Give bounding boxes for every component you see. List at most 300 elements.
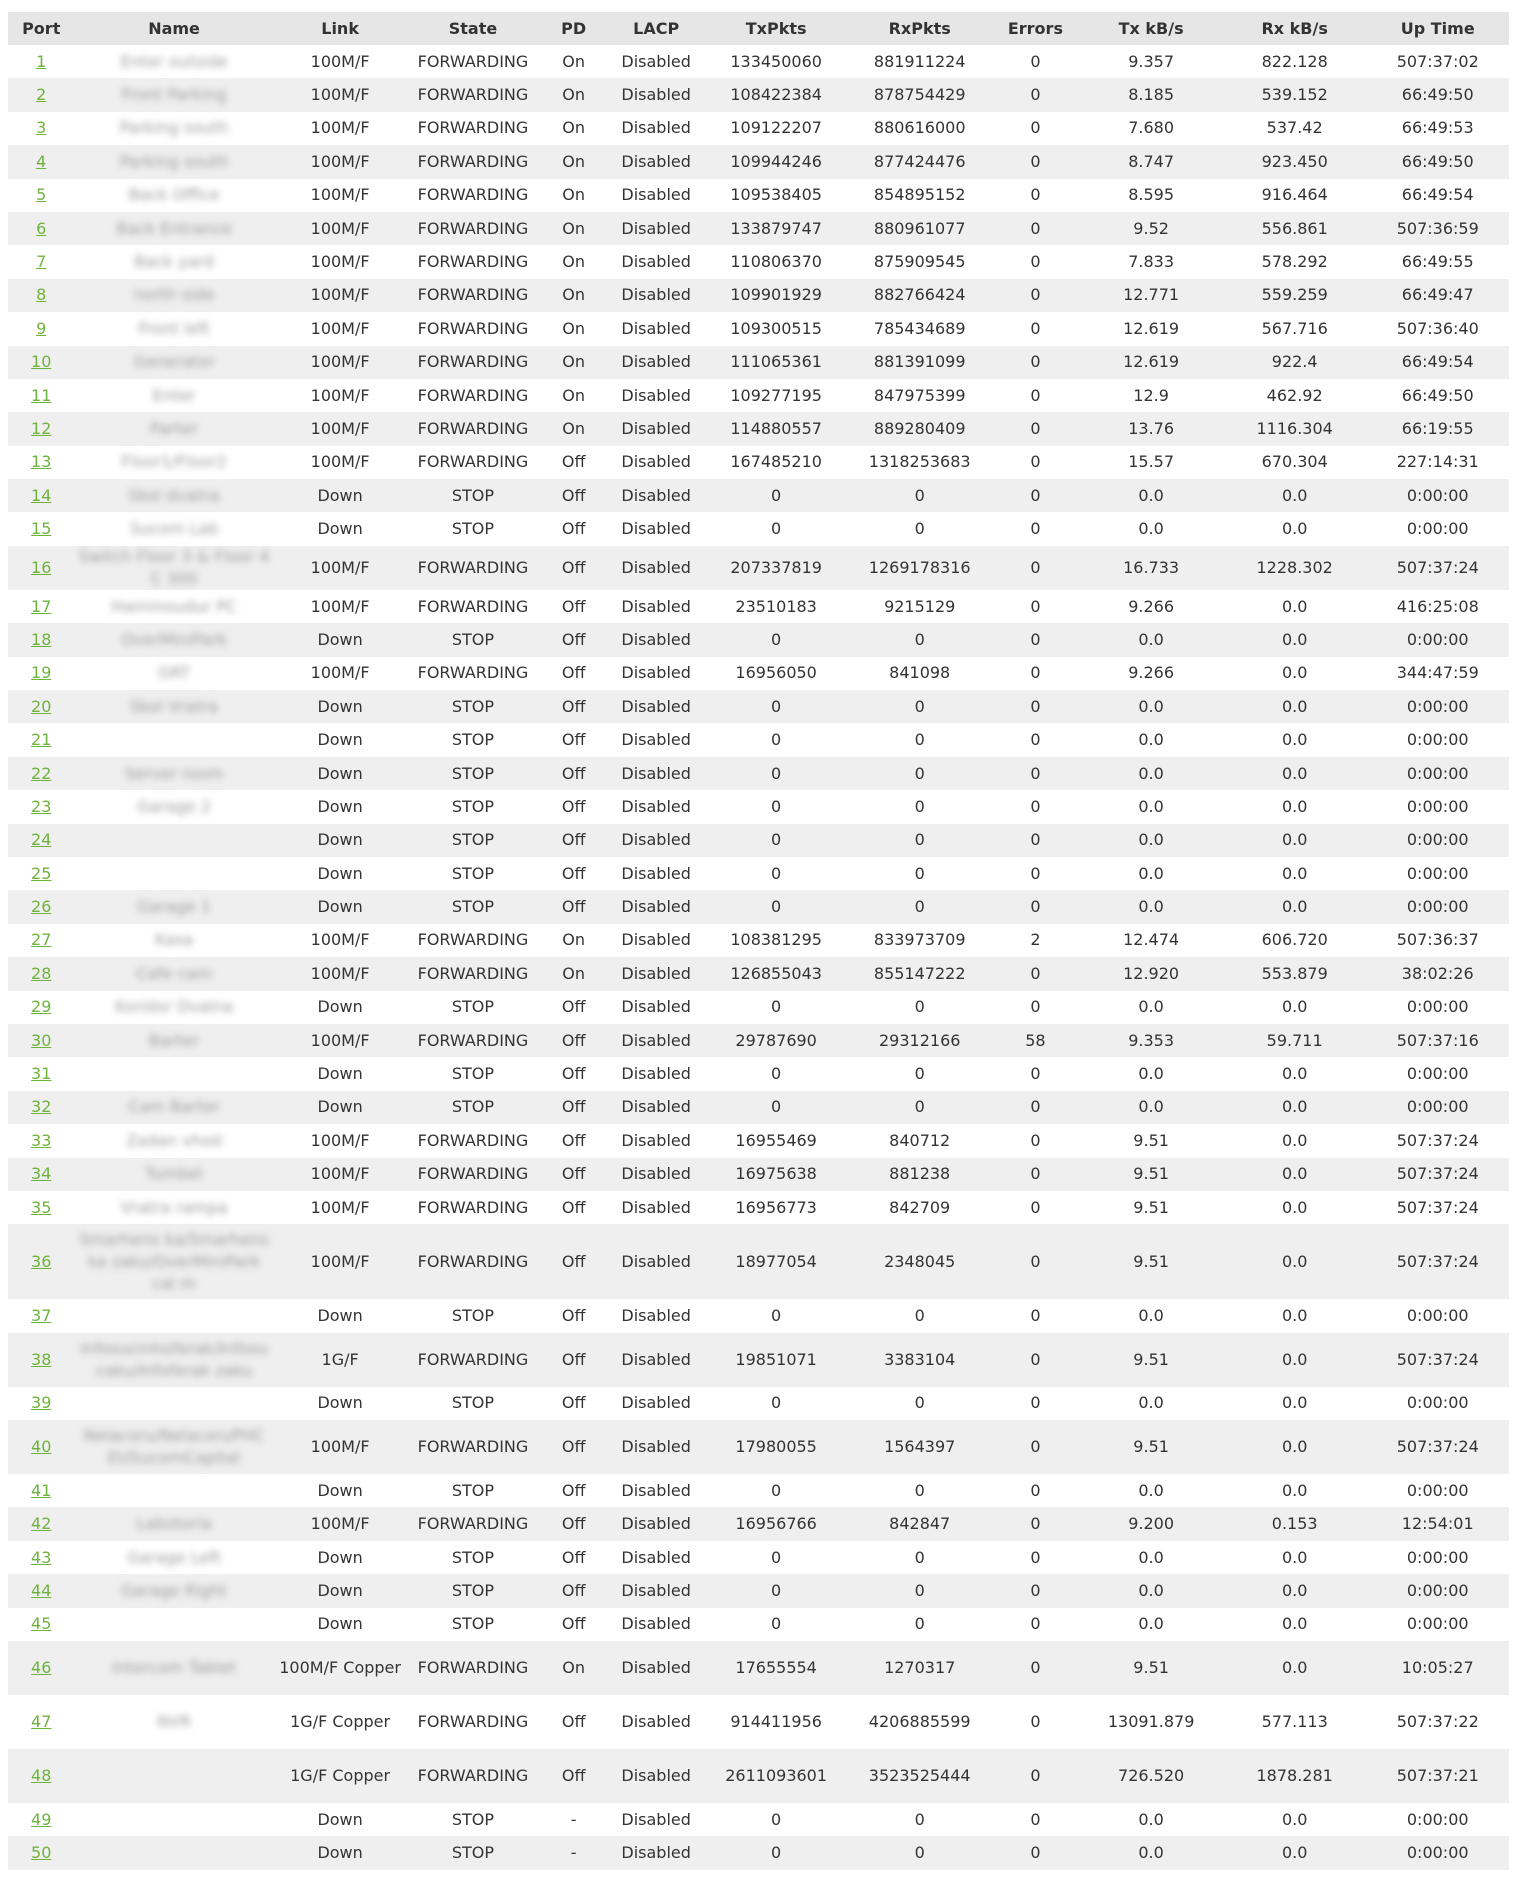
cell-port-name bbox=[74, 1024, 273, 1057]
cell-up-time bbox=[1366, 857, 1509, 890]
port-number-link[interactable]: 13 bbox=[31, 452, 52, 472]
port-state-text: STOP bbox=[451, 1064, 495, 1084]
pd-status-text: Off bbox=[561, 557, 586, 577]
column-header-link[interactable]: Link bbox=[321, 19, 359, 38]
pd-status-text: Off bbox=[561, 1514, 586, 1534]
port-number-link[interactable]: 15 bbox=[31, 519, 52, 539]
port-state-text: STOP bbox=[451, 1393, 495, 1413]
port-state-text: FORWARDING bbox=[417, 1437, 529, 1457]
tx-packets-text: 0 bbox=[771, 897, 782, 917]
port-state-text: STOP bbox=[451, 863, 495, 883]
table-row bbox=[8, 279, 1509, 312]
cell-error-count bbox=[991, 723, 1079, 756]
error-count-text: 0 bbox=[1030, 1130, 1041, 1150]
cell-rx-rate bbox=[1223, 1749, 1367, 1803]
tx-packets-text: 0 bbox=[771, 1097, 782, 1117]
pd-status-text: Off bbox=[561, 1437, 586, 1457]
port-number-link[interactable]: 40 bbox=[31, 1437, 52, 1457]
cell-link-speed bbox=[274, 479, 407, 512]
table-row bbox=[8, 1541, 1509, 1574]
rx-packets-text: 0 bbox=[914, 796, 925, 816]
rx-packets-text: 0 bbox=[914, 1580, 925, 1600]
cell-pd-status bbox=[539, 1387, 608, 1420]
tx-rate-text: 9.353 bbox=[1128, 1030, 1175, 1050]
cell-port-link bbox=[8, 890, 74, 923]
cell-lacp-status bbox=[608, 623, 704, 656]
cell-up-time bbox=[1366, 757, 1509, 790]
cell-error-count bbox=[991, 1507, 1079, 1540]
cell-pd-status bbox=[539, 1574, 608, 1607]
cell-lacp-status bbox=[608, 1474, 704, 1507]
cell-tx-packets bbox=[704, 1158, 848, 1191]
column-header-txpkts[interactable]: TxPkts bbox=[745, 19, 807, 38]
column-header-rx-kbs[interactable]: Rx kB/s bbox=[1261, 19, 1328, 38]
port-number-link[interactable]: 7 bbox=[36, 252, 47, 272]
cell-tx-packets bbox=[704, 379, 848, 412]
rx-rate-text: 0.0 bbox=[1281, 1097, 1308, 1117]
rx-rate-text: 0.0 bbox=[1281, 1480, 1308, 1500]
column-header-rxpkts[interactable]: RxPkts bbox=[888, 19, 951, 38]
pd-status-text: Off bbox=[561, 1349, 586, 1369]
error-count-text: 0 bbox=[1030, 85, 1041, 105]
cell-lacp-status bbox=[608, 446, 704, 479]
port-number-link[interactable]: 12 bbox=[31, 418, 52, 438]
up-time-text: 507:37:24 bbox=[1396, 1130, 1479, 1150]
cell-up-time bbox=[1366, 346, 1509, 379]
tx-packets-text: 16956766 bbox=[735, 1514, 817, 1534]
error-count-text: 0 bbox=[1030, 1251, 1041, 1271]
port-number-link[interactable]: 11 bbox=[31, 385, 52, 405]
table-row bbox=[8, 179, 1509, 212]
rx-packets-text: 0 bbox=[914, 897, 925, 917]
port-number-link[interactable]: 5 bbox=[36, 185, 47, 205]
error-count-text: 0 bbox=[1030, 151, 1041, 171]
cell-up-time bbox=[1366, 312, 1509, 345]
rx-packets-text: 785434689 bbox=[873, 318, 966, 338]
cell-pd-status bbox=[539, 112, 608, 145]
cell-link-speed bbox=[274, 1333, 407, 1387]
table-row bbox=[8, 1695, 1509, 1749]
cell-pd-status bbox=[539, 1803, 608, 1836]
up-time-text: 66:49:50 bbox=[1401, 385, 1474, 405]
port-number-link[interactable]: 28 bbox=[31, 963, 52, 983]
cell-port-name bbox=[74, 546, 273, 590]
cell-pd-status bbox=[539, 1191, 608, 1224]
cell-port-state bbox=[407, 1541, 540, 1574]
pd-status-text: Off bbox=[561, 1547, 586, 1567]
rx-packets-text: 878754429 bbox=[873, 85, 966, 105]
cell-port-name bbox=[74, 790, 273, 823]
cell-port-state bbox=[407, 1695, 540, 1749]
table-row bbox=[8, 479, 1509, 512]
port-number-link[interactable]: 21 bbox=[31, 730, 52, 750]
cell-tx-rate bbox=[1079, 590, 1223, 623]
cell-rx-packets bbox=[848, 790, 992, 823]
pd-status-text: Off bbox=[561, 763, 586, 783]
cell-lacp-status bbox=[608, 1224, 704, 1299]
cell-port-state bbox=[407, 1836, 540, 1869]
port-name-text: Front left bbox=[138, 318, 210, 338]
port-number-link[interactable]: 2 bbox=[36, 85, 47, 105]
port-number-link[interactable]: 37 bbox=[31, 1305, 52, 1325]
port-number-link[interactable]: 29 bbox=[31, 997, 52, 1017]
cell-rx-rate bbox=[1223, 1124, 1367, 1157]
port-number-link[interactable]: 22 bbox=[31, 763, 52, 783]
link-speed-text: 100M/F bbox=[310, 663, 370, 683]
port-number-link[interactable]: 46 bbox=[31, 1658, 52, 1678]
rx-rate-text: 0.0 bbox=[1281, 830, 1308, 850]
tx-rate-text: 9.51 bbox=[1133, 1349, 1169, 1369]
cell-error-count bbox=[991, 1608, 1079, 1641]
port-name-text: NVR bbox=[157, 1712, 192, 1732]
error-count-text: 0 bbox=[1030, 963, 1041, 983]
cell-lacp-status bbox=[608, 45, 704, 78]
port-number-link[interactable]: 8 bbox=[36, 285, 47, 305]
rx-packets-text: 0 bbox=[914, 730, 925, 750]
cell-lacp-status bbox=[608, 1333, 704, 1387]
cell-port-link bbox=[8, 1541, 74, 1574]
column-header-tx-kbs[interactable]: Tx kB/s bbox=[1118, 19, 1184, 38]
port-number-link[interactable]: 33 bbox=[31, 1130, 52, 1150]
cell-up-time bbox=[1366, 790, 1509, 823]
cell-link-speed bbox=[274, 1124, 407, 1157]
rx-rate-text: 577.113 bbox=[1261, 1712, 1328, 1732]
error-count-text: 0 bbox=[1030, 663, 1041, 683]
cell-port-link bbox=[8, 1333, 74, 1387]
cell-rx-packets bbox=[848, 1803, 992, 1836]
cell-port-state bbox=[407, 1803, 540, 1836]
cell-tx-rate bbox=[1079, 1608, 1223, 1641]
port-number-link[interactable]: 36 bbox=[31, 1251, 52, 1271]
cell-port-state bbox=[407, 1057, 540, 1090]
cell-rx-packets bbox=[848, 412, 992, 445]
cell-error-count bbox=[991, 757, 1079, 790]
cell-rx-rate bbox=[1223, 957, 1367, 990]
error-count-text: 0 bbox=[1030, 519, 1041, 539]
cell-up-time bbox=[1366, 1541, 1509, 1574]
cell-lacp-status bbox=[608, 1057, 704, 1090]
cell-rx-packets bbox=[848, 1024, 992, 1057]
tx-rate-text: 0.0 bbox=[1138, 830, 1164, 850]
port-number-link[interactable]: 17 bbox=[31, 596, 52, 616]
table-row bbox=[8, 1474, 1509, 1507]
lacp-status-text: Disabled bbox=[621, 663, 691, 683]
rx-rate-text: 567.716 bbox=[1261, 318, 1328, 338]
rx-packets-text: 0 bbox=[914, 1809, 925, 1829]
port-number-link[interactable]: 16 bbox=[31, 557, 52, 577]
port-number-link[interactable]: 31 bbox=[31, 1064, 52, 1084]
cell-port-link bbox=[8, 1091, 74, 1124]
column-header-pd[interactable]: PD bbox=[561, 19, 587, 38]
cell-port-link bbox=[8, 857, 74, 890]
cell-error-count bbox=[991, 1574, 1079, 1607]
tx-rate-text: 12.9 bbox=[1133, 385, 1169, 405]
rx-packets-text: 0 bbox=[914, 1547, 925, 1567]
cell-port-link bbox=[8, 1474, 74, 1507]
column-header-state[interactable]: State bbox=[448, 19, 498, 38]
port-number-link[interactable]: 9 bbox=[36, 318, 47, 338]
cell-tx-rate bbox=[1079, 723, 1223, 756]
cell-rx-packets bbox=[848, 757, 992, 790]
tx-packets-text: 207337819 bbox=[730, 557, 822, 577]
cell-port-link bbox=[8, 723, 74, 756]
tx-rate-text: 0.0 bbox=[1138, 1097, 1164, 1117]
cell-rx-rate bbox=[1223, 1158, 1367, 1191]
cell-rx-rate bbox=[1223, 757, 1367, 790]
port-number-link[interactable]: 43 bbox=[31, 1547, 52, 1567]
tx-packets-text: 0 bbox=[771, 696, 782, 716]
cell-error-count bbox=[991, 446, 1079, 479]
cell-lacp-status bbox=[608, 512, 704, 545]
port-number-link[interactable]: 1 bbox=[36, 51, 47, 71]
cell-port-name bbox=[74, 346, 273, 379]
port-number-link[interactable]: 44 bbox=[31, 1580, 52, 1600]
tx-packets-text: 17655554 bbox=[735, 1658, 817, 1678]
port-number-link[interactable]: 48 bbox=[31, 1766, 52, 1786]
error-count-text: 0 bbox=[1030, 218, 1041, 238]
tx-rate-text: 9.266 bbox=[1128, 596, 1175, 616]
cell-port-name bbox=[74, 145, 273, 178]
link-speed-text: Down bbox=[317, 1480, 363, 1500]
lacp-status-text: Disabled bbox=[621, 85, 691, 105]
cell-pd-status bbox=[539, 1507, 608, 1540]
port-state-text: STOP bbox=[451, 1843, 495, 1863]
port-number-link[interactable]: 34 bbox=[31, 1164, 52, 1184]
port-state-text: STOP bbox=[451, 485, 495, 505]
table-row bbox=[8, 546, 1509, 590]
cell-tx-rate bbox=[1079, 1333, 1223, 1387]
cell-port-link bbox=[8, 379, 74, 412]
cell-tx-packets bbox=[704, 78, 848, 111]
cell-link-speed bbox=[274, 857, 407, 890]
port-name-text: Sucom Lab bbox=[129, 519, 219, 539]
tx-rate-text: 0.0 bbox=[1138, 863, 1164, 883]
port-number-link[interactable]: 18 bbox=[31, 629, 52, 649]
cell-lacp-status bbox=[608, 957, 704, 990]
tx-packets-text: 2611093601 bbox=[725, 1766, 828, 1786]
tx-packets-text: 0 bbox=[771, 519, 782, 539]
port-number-link[interactable]: 20 bbox=[31, 696, 52, 716]
tx-packets-text: 0 bbox=[771, 863, 782, 883]
cell-up-time bbox=[1366, 45, 1509, 78]
up-time-text: 344:47:59 bbox=[1396, 663, 1479, 683]
cell-up-time bbox=[1366, 924, 1509, 957]
cell-error-count bbox=[991, 245, 1079, 278]
cell-rx-rate bbox=[1223, 346, 1367, 379]
cell-tx-rate bbox=[1079, 991, 1223, 1024]
rx-rate-text: 0.153 bbox=[1271, 1514, 1318, 1534]
table-row bbox=[8, 1191, 1509, 1224]
cell-port-state bbox=[407, 1749, 540, 1803]
cell-error-count bbox=[991, 279, 1079, 312]
port-number-link[interactable]: 27 bbox=[31, 930, 52, 950]
cell-port-state bbox=[407, 1608, 540, 1641]
port-number-link[interactable]: 19 bbox=[31, 663, 52, 683]
column-header-errors[interactable]: Errors bbox=[1007, 19, 1063, 38]
cell-port-state bbox=[407, 312, 540, 345]
port-state-text: STOP bbox=[451, 796, 495, 816]
port-number-link[interactable]: 4 bbox=[36, 151, 47, 171]
pd-status-text: Off bbox=[561, 863, 586, 883]
cell-error-count bbox=[991, 379, 1079, 412]
port-state-text: STOP bbox=[451, 1614, 495, 1634]
cell-tx-packets bbox=[704, 479, 848, 512]
port-number-link[interactable]: 38 bbox=[31, 1349, 52, 1369]
cell-rx-packets bbox=[848, 1158, 992, 1191]
column-header-lacp[interactable]: LACP bbox=[633, 19, 680, 38]
port-state-text: STOP bbox=[451, 1580, 495, 1600]
port-name-text: Parter bbox=[150, 418, 199, 438]
column-header-name[interactable]: Name bbox=[148, 19, 200, 38]
cell-up-time bbox=[1366, 546, 1509, 590]
pd-status-text: Off bbox=[561, 1580, 586, 1600]
error-count-text: 0 bbox=[1030, 1437, 1041, 1457]
error-count-text: 0 bbox=[1030, 997, 1041, 1017]
tx-packets-text: 0 bbox=[771, 485, 782, 505]
port-number-link[interactable]: 39 bbox=[31, 1393, 52, 1413]
port-name-text: Enter bbox=[152, 385, 196, 405]
up-time-text: 0:00:00 bbox=[1406, 796, 1469, 816]
lacp-status-text: Disabled bbox=[621, 352, 691, 372]
rx-rate-text: 0.0 bbox=[1281, 1614, 1308, 1634]
cell-port-link bbox=[8, 1749, 74, 1803]
cell-pd-status bbox=[539, 1608, 608, 1641]
cell-lacp-status bbox=[608, 1803, 704, 1836]
port-number-link[interactable]: 23 bbox=[31, 796, 52, 816]
cell-pd-status bbox=[539, 991, 608, 1024]
rx-packets-text: 841098 bbox=[889, 663, 951, 683]
cell-rx-packets bbox=[848, 957, 992, 990]
rx-rate-text: 606.720 bbox=[1261, 930, 1328, 950]
cell-rx-packets bbox=[848, 78, 992, 111]
cell-rx-rate bbox=[1223, 1803, 1367, 1836]
cell-lacp-status bbox=[608, 723, 704, 756]
cell-tx-packets bbox=[704, 1024, 848, 1057]
cell-lacp-status bbox=[608, 757, 704, 790]
cell-rx-packets bbox=[848, 479, 992, 512]
cell-tx-packets bbox=[704, 1124, 848, 1157]
cell-lacp-status bbox=[608, 1507, 704, 1540]
error-count-text: 0 bbox=[1030, 118, 1041, 138]
cell-up-time bbox=[1366, 1057, 1509, 1090]
error-count-text: 0 bbox=[1030, 1349, 1041, 1369]
rx-packets-text: 880961077 bbox=[873, 218, 966, 238]
cell-port-name bbox=[74, 590, 273, 623]
cell-port-state bbox=[407, 1024, 540, 1057]
cell-pd-status bbox=[539, 1124, 608, 1157]
cell-lacp-status bbox=[608, 1836, 704, 1869]
link-speed-text: Down bbox=[317, 997, 363, 1017]
tx-rate-text: 8.185 bbox=[1128, 85, 1175, 105]
port-number-link[interactable]: 35 bbox=[31, 1197, 52, 1217]
port-number-link[interactable]: 30 bbox=[31, 1030, 52, 1050]
port-number-link[interactable]: 47 bbox=[31, 1712, 52, 1732]
column-header-port[interactable]: Port bbox=[22, 19, 61, 38]
port-number-link[interactable]: 50 bbox=[31, 1843, 52, 1863]
pd-status-text: On bbox=[562, 285, 586, 305]
cell-pd-status bbox=[539, 512, 608, 545]
cell-tx-rate bbox=[1079, 623, 1223, 656]
cell-tx-packets bbox=[704, 1803, 848, 1836]
up-time-text: 66:49:54 bbox=[1401, 185, 1474, 205]
link-speed-text: 1G/F Copper bbox=[290, 1712, 391, 1732]
cell-up-time bbox=[1366, 1641, 1509, 1695]
port-number-link[interactable]: 10 bbox=[31, 352, 52, 372]
cell-tx-rate bbox=[1079, 957, 1223, 990]
cell-lacp-status bbox=[608, 690, 704, 723]
cell-tx-packets bbox=[704, 890, 848, 923]
lacp-status-text: Disabled bbox=[621, 863, 691, 883]
port-number-link[interactable]: 3 bbox=[36, 118, 47, 138]
rx-rate-text: 0.0 bbox=[1281, 1393, 1308, 1413]
cell-pd-status bbox=[539, 623, 608, 656]
cell-link-speed bbox=[274, 1507, 407, 1540]
cell-lacp-status bbox=[608, 1191, 704, 1224]
tx-rate-text: 0.0 bbox=[1138, 796, 1164, 816]
port-number-link[interactable]: 42 bbox=[31, 1514, 52, 1534]
up-time-text: 66:49:50 bbox=[1401, 151, 1474, 171]
port-number-link[interactable]: 6 bbox=[36, 218, 47, 238]
port-number-link[interactable]: 45 bbox=[31, 1614, 52, 1634]
cell-lacp-status bbox=[608, 145, 704, 178]
link-speed-text: 100M/F bbox=[310, 1251, 370, 1271]
tx-packets-text: 914411956 bbox=[730, 1712, 822, 1732]
up-time-text: 0:00:00 bbox=[1406, 485, 1469, 505]
port-number-link[interactable]: 41 bbox=[31, 1480, 52, 1500]
cell-tx-packets bbox=[704, 824, 848, 857]
lacp-status-text: Disabled bbox=[621, 285, 691, 305]
error-count-text: 0 bbox=[1030, 1766, 1041, 1786]
lacp-status-text: Disabled bbox=[621, 151, 691, 171]
cell-port-state bbox=[407, 957, 540, 990]
lacp-status-text: Disabled bbox=[621, 1130, 691, 1150]
cell-rx-rate bbox=[1223, 890, 1367, 923]
port-state-text: FORWARDING bbox=[417, 1658, 529, 1678]
cell-rx-packets bbox=[848, 112, 992, 145]
up-time-text: 38:02:26 bbox=[1401, 963, 1474, 983]
cell-error-count bbox=[991, 1299, 1079, 1332]
cell-port-state bbox=[407, 857, 540, 890]
tx-rate-text: 0.0 bbox=[1138, 1305, 1164, 1325]
lacp-status-text: Disabled bbox=[621, 252, 691, 272]
cell-link-speed bbox=[274, 78, 407, 111]
pd-status-text: Off bbox=[561, 629, 586, 649]
cell-tx-rate bbox=[1079, 1191, 1223, 1224]
port-number-link[interactable]: 25 bbox=[31, 863, 52, 883]
port-name-text: Intercom Tablet bbox=[112, 1658, 237, 1678]
error-count-text: 0 bbox=[1030, 1580, 1041, 1600]
pd-status-text: Off bbox=[561, 452, 586, 472]
port-number-link[interactable]: 14 bbox=[31, 485, 52, 505]
link-speed-text: Down bbox=[317, 519, 363, 539]
cell-port-name bbox=[74, 45, 273, 78]
port-number-link[interactable]: 24 bbox=[31, 830, 52, 850]
port-name-text: Parking south bbox=[119, 151, 229, 171]
cell-rx-packets bbox=[848, 824, 992, 857]
port-number-link[interactable]: 26 bbox=[31, 897, 52, 917]
port-number-link[interactable]: 49 bbox=[31, 1809, 52, 1829]
column-header-up-time[interactable]: Up Time bbox=[1400, 19, 1475, 38]
port-number-link[interactable]: 32 bbox=[31, 1097, 52, 1117]
cell-rx-packets bbox=[848, 1574, 992, 1607]
tx-rate-text: 0.0 bbox=[1138, 1843, 1164, 1863]
cell-rx-rate bbox=[1223, 1299, 1367, 1332]
cell-error-count bbox=[991, 1803, 1079, 1836]
cell-tx-packets bbox=[704, 412, 848, 445]
cell-link-speed bbox=[274, 1299, 407, 1332]
tx-packets-text: 111065361 bbox=[730, 352, 822, 372]
cell-port-link bbox=[8, 1387, 74, 1420]
